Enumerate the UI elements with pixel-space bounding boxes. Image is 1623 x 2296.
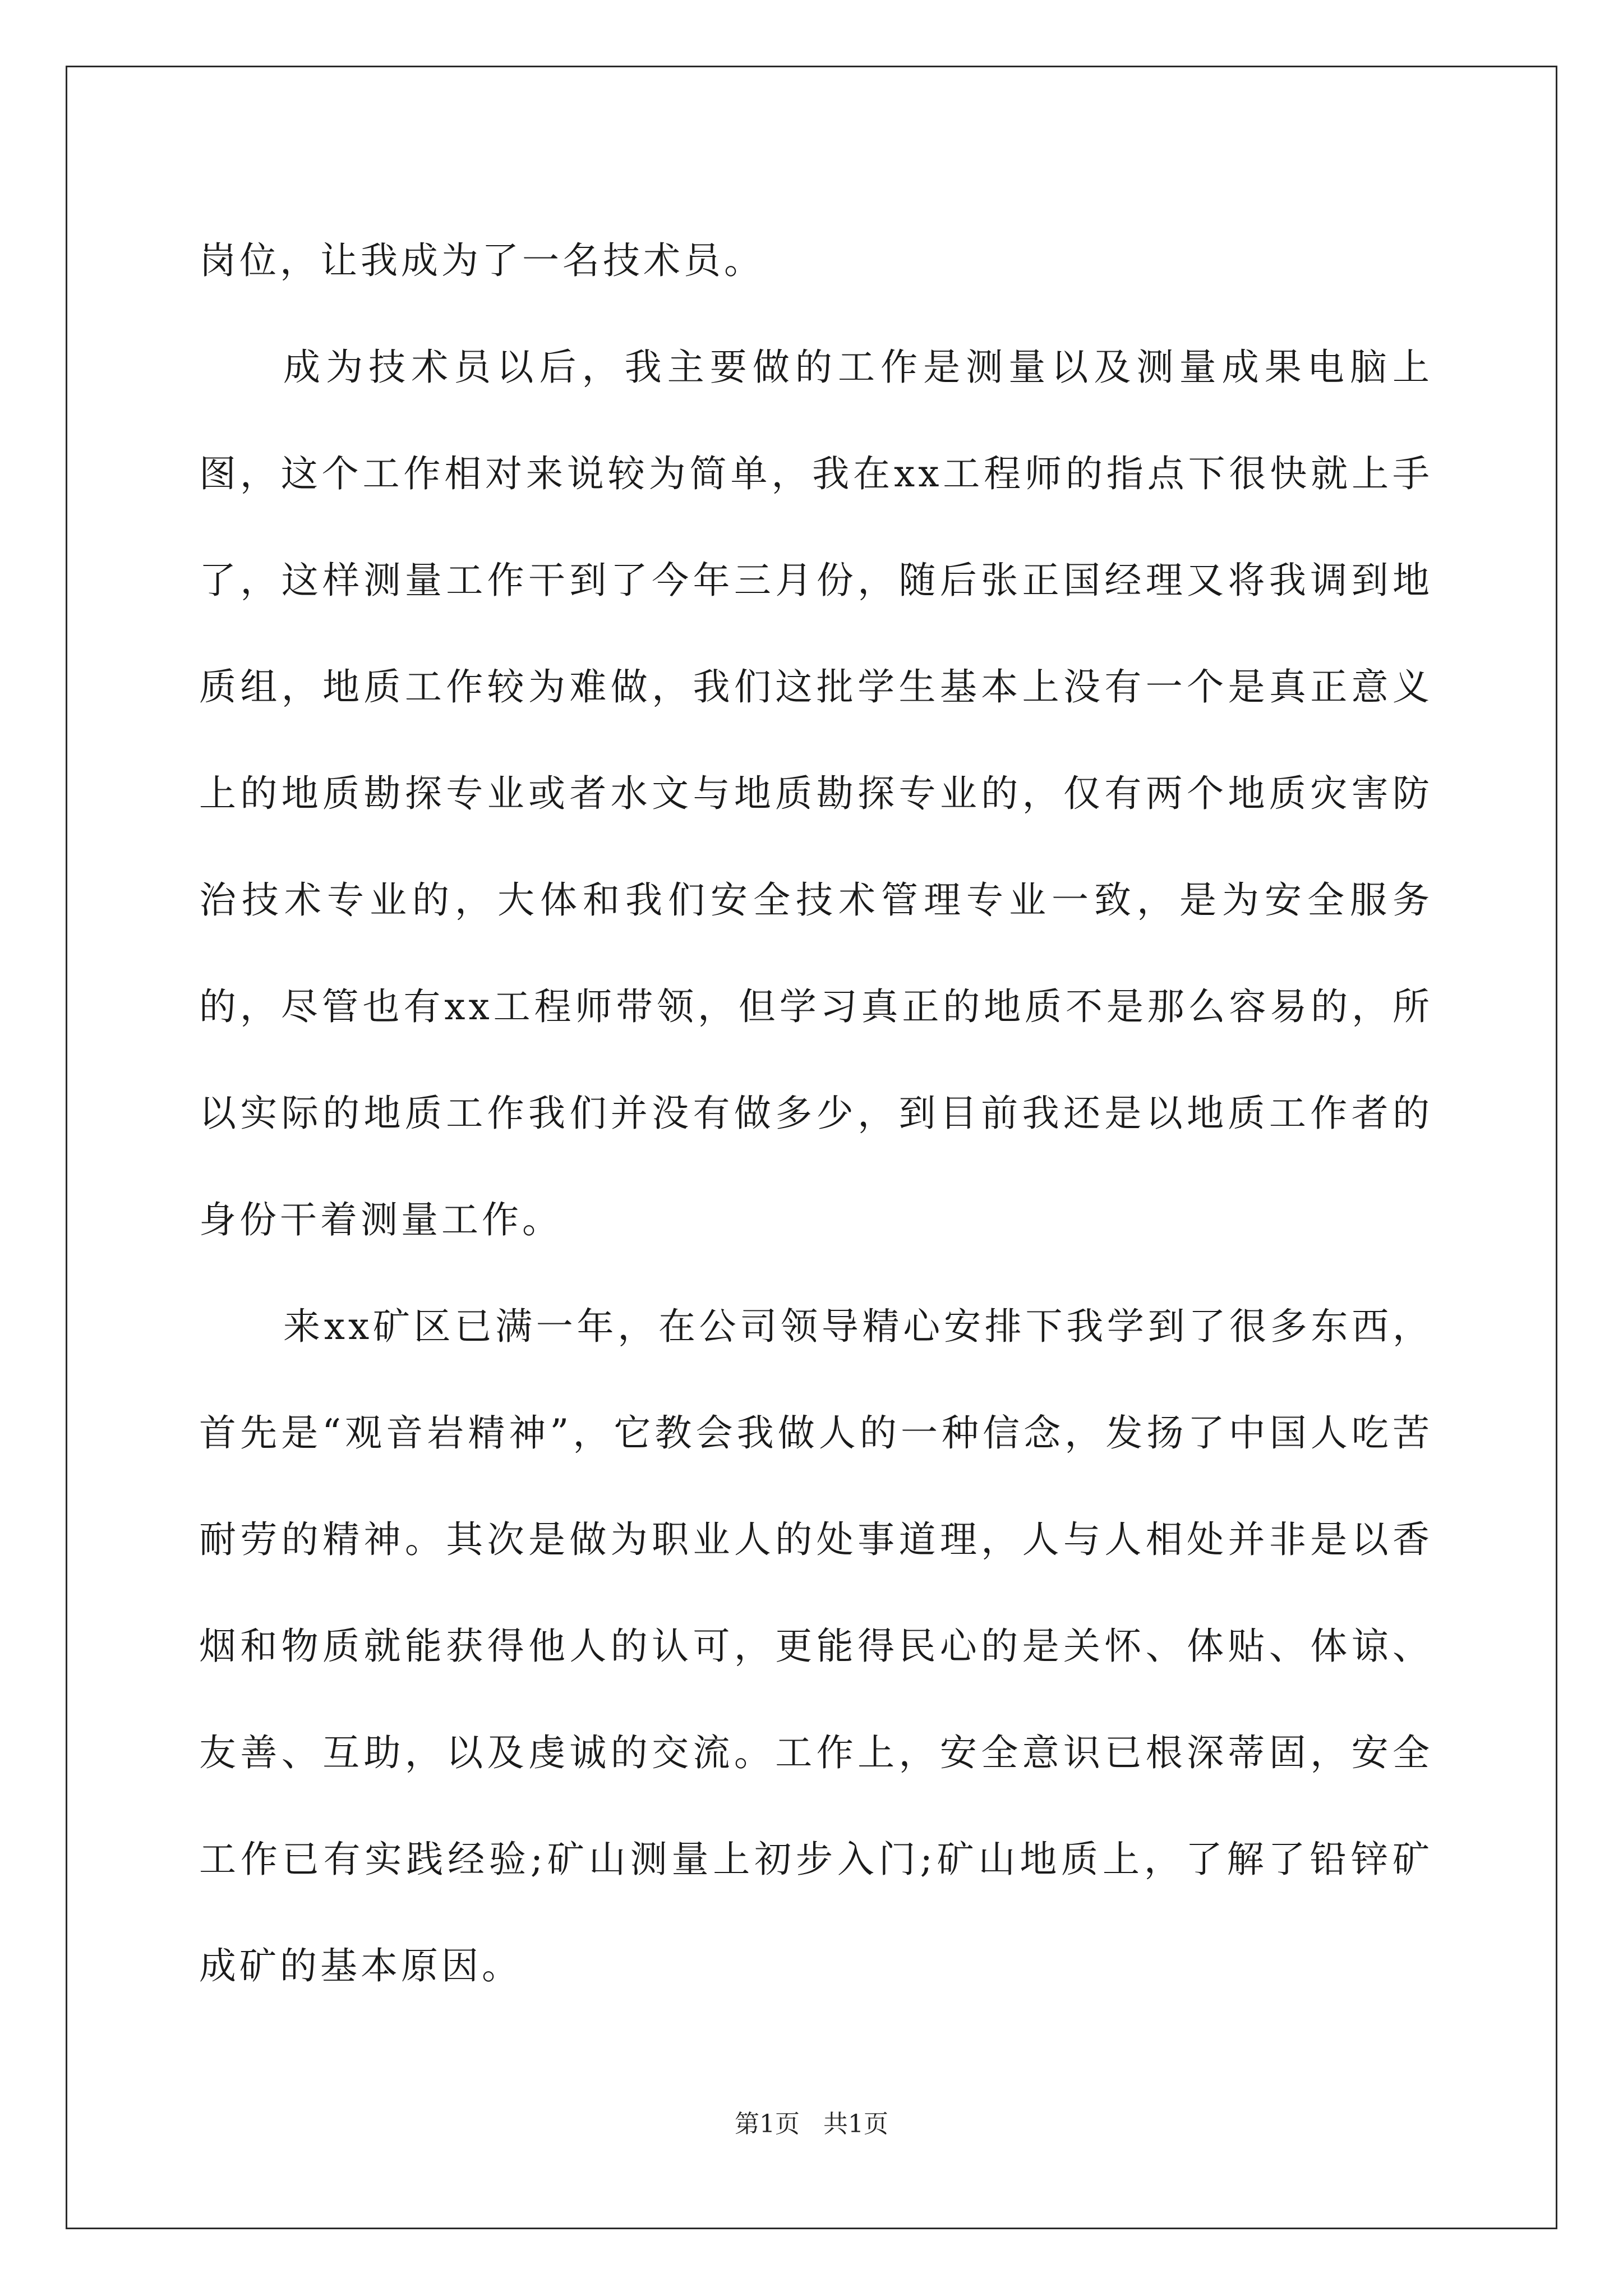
paragraph-continuation: 岗位，让我成为了一名技术员。 <box>199 239 764 282</box>
paragraph-one-year-summary: 来xx矿区已满一年，在公司领导精心安排下我学到了很多东西，首先是“观音岩精神”，它教会我做人的一种信念，发扬了中国人吃苦耐劳的精神。其次是做为职业人的处事道理，人与人相处并非是以香烟和物质就能获得他人的认可，更能得民心的是关怀、体贴、体谅、友善、互助，以及虔诚的交流。工作上，安全意识已根深蒂固，安全工作已有实践经验;矿山测量上初步入门;矿山地质上，了解了铅锌矿成矿的基本原因。 <box>199 1305 1433 1987</box>
paragraph-technician-work: 成为技术员以后，我主要做的工作是测量以及测量成果电脑上图，这个工作相对来说较为简单，我在xx工程师的指点下很快就上手了，这样测量工作干到了今年三月份，随后张正国经理又将我调到地质组，地质工作较为难做，我们这批学生基本上没有一个是真正意义上的地质勘探专业或者水文与地质勘探专业的，仅有两个地质灾害防治技术专业的，大体和我们安全技术管理专业一致，是为安全服务的，尽管也有xx工程师带领，但学习真正的地质不是那么容易的，所以实际的地质工作我们并没有做多少，到目前我还是以地质工作者的身份干着测量工作。 <box>199 346 1433 1241</box>
document-body <box>199 208 1433 2019</box>
page-footer: 第1页 共1页 <box>735 2110 888 2138</box>
